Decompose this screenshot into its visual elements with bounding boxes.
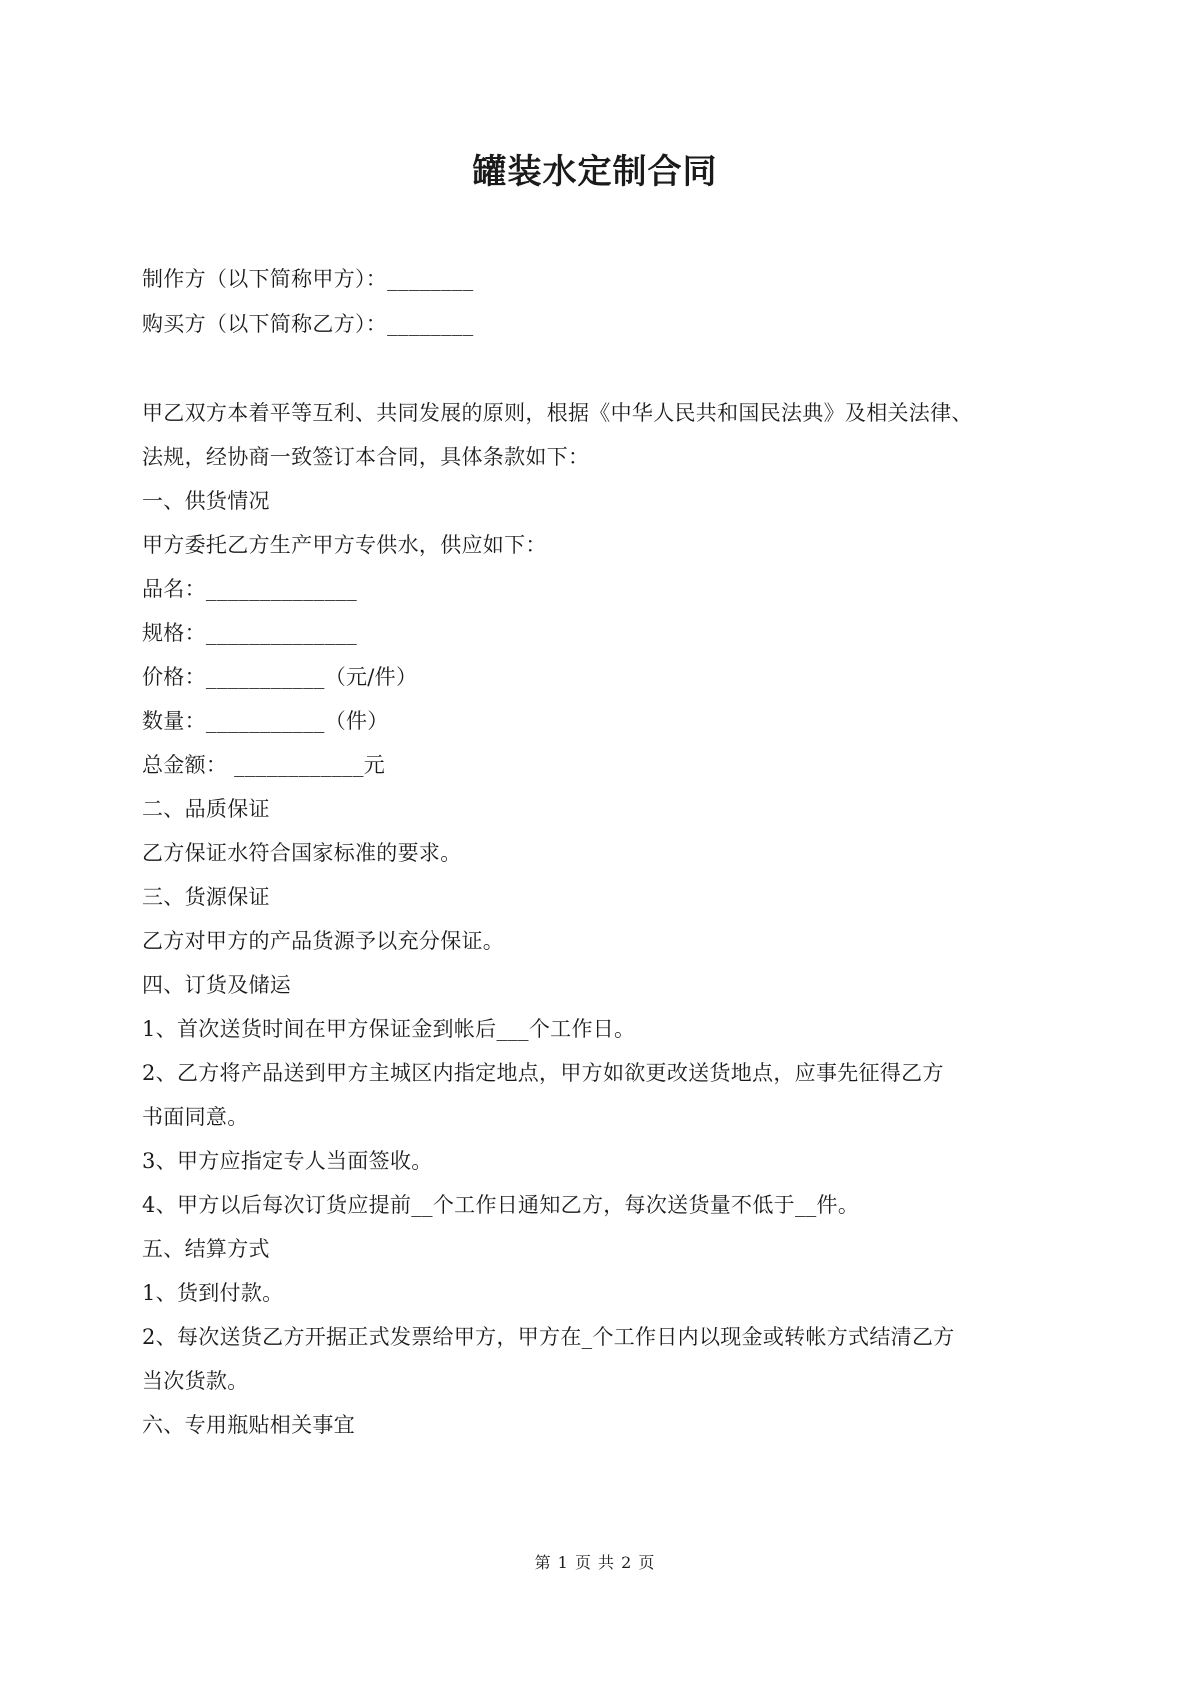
- section-heading-labels: 六、专用瓶贴相关事宜: [142, 1413, 355, 1437]
- clause-ordering-2: 2、乙方将产品送到甲方主城区内指定地点，甲方如欲更改送货地点，应事先征得乙方: [142, 1061, 944, 1085]
- section-heading-settlement: 五、结算方式: [142, 1237, 270, 1261]
- field-specification: 规格：______________: [142, 621, 358, 645]
- clause-ordering-3: 3、甲方应指定专人当面签收。: [142, 1149, 433, 1173]
- document-title: 罐装水定制合同: [472, 152, 718, 192]
- clause-ordering-4: 4、甲方以后每次订货应提前__个工作日通知乙方，每次送货量不低于__件。: [142, 1193, 860, 1217]
- section-heading-ordering: 四、订货及储运: [142, 973, 292, 997]
- preamble-line-1: 甲乙双方本着平等互利、共同发展的原则，根据《中华人民共和国民法典》及相关法律、: [142, 401, 973, 425]
- paragraph-source: 乙方对甲方的产品货源予以充分保证。: [142, 929, 505, 953]
- clause-settlement-2: 2、每次送货乙方开据正式发票给甲方，甲方在_个工作日内以现金或转帐方式结清乙方: [142, 1325, 955, 1349]
- paragraph-supply: 甲方委托乙方生产甲方专供水，供应如下：: [142, 533, 547, 557]
- page-number: 第 1 页 共 2 页: [534, 1553, 656, 1572]
- section-heading-quality: 二、品质保证: [142, 797, 270, 821]
- section-heading-source: 三、货源保证: [142, 885, 270, 909]
- party-b-line: 购买方（以下简称乙方）：________: [142, 312, 474, 336]
- field-quantity: 数量：___________（件）: [142, 709, 389, 733]
- paragraph-quality: 乙方保证水符合国家标准的要求。: [142, 841, 462, 865]
- field-total-amount: 总金额： ____________元: [142, 753, 386, 777]
- clause-ordering-1: 1、首次送货时间在甲方保证金到帐后___个工作日。: [142, 1017, 636, 1041]
- section-heading-supply: 一、供货情况: [142, 489, 270, 513]
- clause-settlement-1: 1、货到付款。: [142, 1281, 284, 1305]
- field-product-name: 品名：______________: [142, 577, 358, 601]
- preamble-line-2: 法规，经协商一致签订本合同，具体条款如下：: [142, 445, 590, 469]
- clause-settlement-2-cont: 当次货款。: [142, 1369, 249, 1393]
- field-price: 价格：___________（元/件）: [142, 665, 418, 689]
- clause-ordering-2-cont: 书面同意。: [142, 1105, 249, 1129]
- party-a-line: 制作方（以下简称甲方）：________: [142, 267, 474, 291]
